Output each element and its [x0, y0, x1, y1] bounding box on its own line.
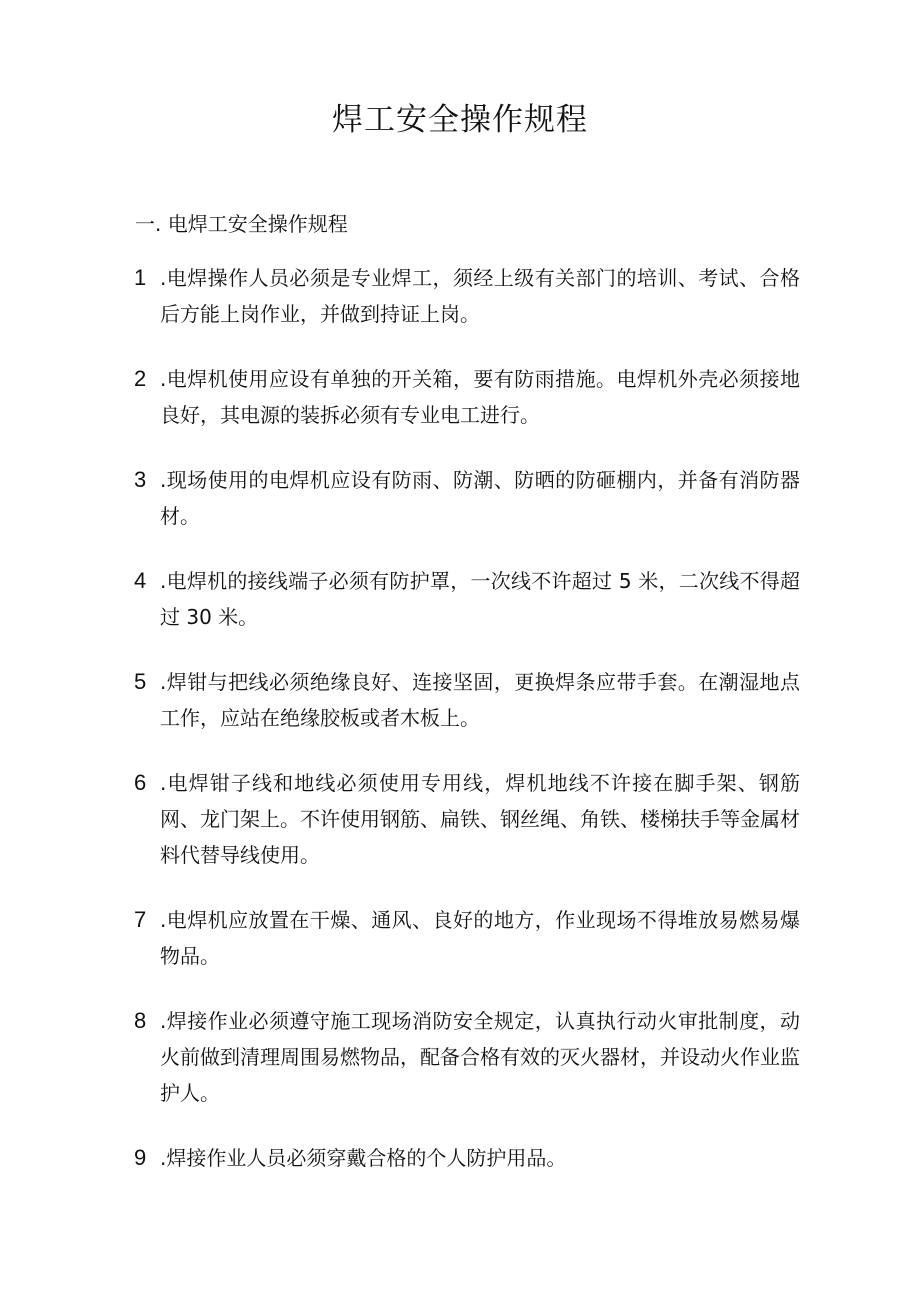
- item-number: 1: [134, 265, 147, 290]
- item-number: 6: [134, 770, 147, 795]
- list-item: [0, 765, 920, 873]
- list-item: [0, 1003, 920, 1111]
- item-number: 3: [134, 467, 147, 492]
- section-heading: 一. 电焊工安全操作规程: [135, 212, 348, 236]
- document-title: 焊工安全操作规程: [332, 102, 588, 138]
- list-item: [0, 260, 920, 332]
- item-text: .焊接作业必须遵守施工现场消防安全规定，认真执行动火审批制度，动火前做到清理周围易燃物品，配备合格有效的灭火器材，并设动火作业监护人。: [160, 1009, 800, 1105]
- list-item: [0, 1140, 920, 1176]
- list-item: [0, 563, 920, 635]
- item-number: 7: [134, 907, 147, 932]
- item-number: 2: [134, 366, 147, 391]
- item-text: .焊钳与把线必须绝缘良好、连接坚固，更换焊条应带手套。在潮湿地点工作，应站在绝缘胶板或者木板上。: [160, 670, 800, 730]
- list-item: [0, 361, 920, 433]
- item-text: .现场使用的电焊机应设有防雨、防潮、防晒的防砸棚内，并备有消防器材。: [160, 468, 800, 528]
- item-text: .电焊机应放置在干燥、通风、良好的地方，作业现场不得堆放易燃易爆物品。: [160, 908, 800, 968]
- item-text: .电焊机的接线端子必须有防护罩，一次线不许超过 5 米，二次线不得超过 30 米。: [160, 569, 800, 629]
- item-number: 5: [134, 669, 147, 694]
- item-number: 8: [134, 1008, 147, 1033]
- item-number: 4: [134, 568, 147, 593]
- item-text: .电焊操作人员必须是专业焊工，须经上级有关部门的培训、考试、合格后方能上岗作业，并做到持证上岗。: [160, 266, 800, 326]
- item-number: 9: [134, 1145, 147, 1170]
- list-item: [0, 664, 920, 736]
- list-item: [0, 462, 920, 534]
- rules-list: [0, 260, 920, 1205]
- item-text: .电焊机使用应设有单独的开关箱，要有防雨措施。电焊机外壳必须接地良好，其电源的装拆必须有专业电工进行。: [160, 367, 800, 427]
- item-text: .电焊钳子线和地线必须使用专用线，焊机地线不许接在脚手架、钢筋网、龙门架上。不许使用钢筋、扁铁、钢丝绳、角铁、楼梯扶手等金属材料代替导线使用。: [160, 771, 800, 867]
- item-text: .焊接作业人员必须穿戴合格的个人防护用品。: [160, 1146, 567, 1170]
- list-item: [0, 902, 920, 974]
